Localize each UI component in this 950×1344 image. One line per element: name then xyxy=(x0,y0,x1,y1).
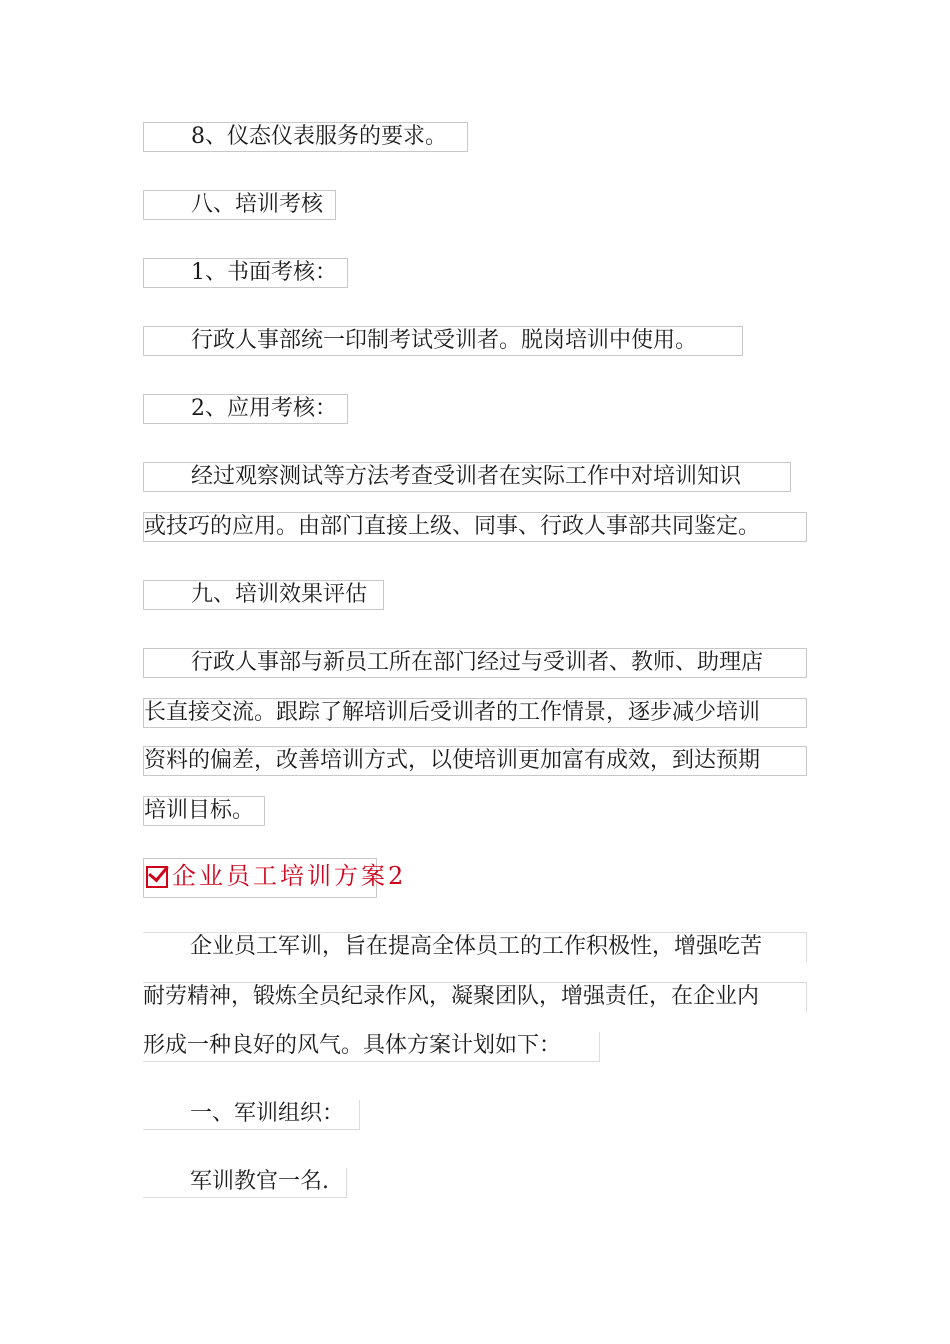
section-title-text: 企业员工培训方案2 xyxy=(172,862,407,890)
paragraph-line: 培训目标。 xyxy=(143,796,265,826)
section-title xyxy=(143,858,407,898)
subsection-heading: 2、应用考核： xyxy=(143,394,348,424)
paragraph-line: 形成一种良好的风气。具体方案计划如下： xyxy=(143,1032,600,1062)
paragraph-line: 行政人事部统一印制考试受训者。脱岗培训中使用。 xyxy=(143,326,743,356)
section-heading: 八、培训考核 xyxy=(143,190,336,220)
subsection-heading: 一、军训组织： xyxy=(143,1100,360,1130)
checkbox-icon xyxy=(146,866,168,888)
paragraph-line: 行政人事部与新员工所在部门经过与受训者、教师、助理店 xyxy=(143,648,807,678)
paragraph-line: 企业员工军训，旨在提高全体员工的工作积极性，增强吃苦 xyxy=(143,932,807,962)
paragraph-line: 经过观察测试等方法考查受训者在实际工作中对培训知识 xyxy=(143,462,791,492)
paragraph-line: 或技巧的应用。由部门直接上级、同事、行政人事部共同鉴定。 xyxy=(143,512,807,542)
section-heading: 九、培训效果评估 xyxy=(143,580,384,610)
subsection-heading: 1、书面考核： xyxy=(143,258,348,288)
paragraph-line: 长直接交流。跟踪了解培训后受训者的工作情景，逐步减少培训 xyxy=(143,698,807,728)
paragraph-line: 耐劳精神，锻炼全员纪录作风，凝聚团队，增强责任，在企业内 xyxy=(143,982,807,1012)
paragraph-line: 军训教官一名. xyxy=(143,1168,347,1198)
list-item: 8、仪态仪表服务的要求。 xyxy=(143,122,468,152)
paragraph-line: 资料的偏差，改善培训方式，以使培训更加富有成效，到达预期 xyxy=(143,746,807,776)
